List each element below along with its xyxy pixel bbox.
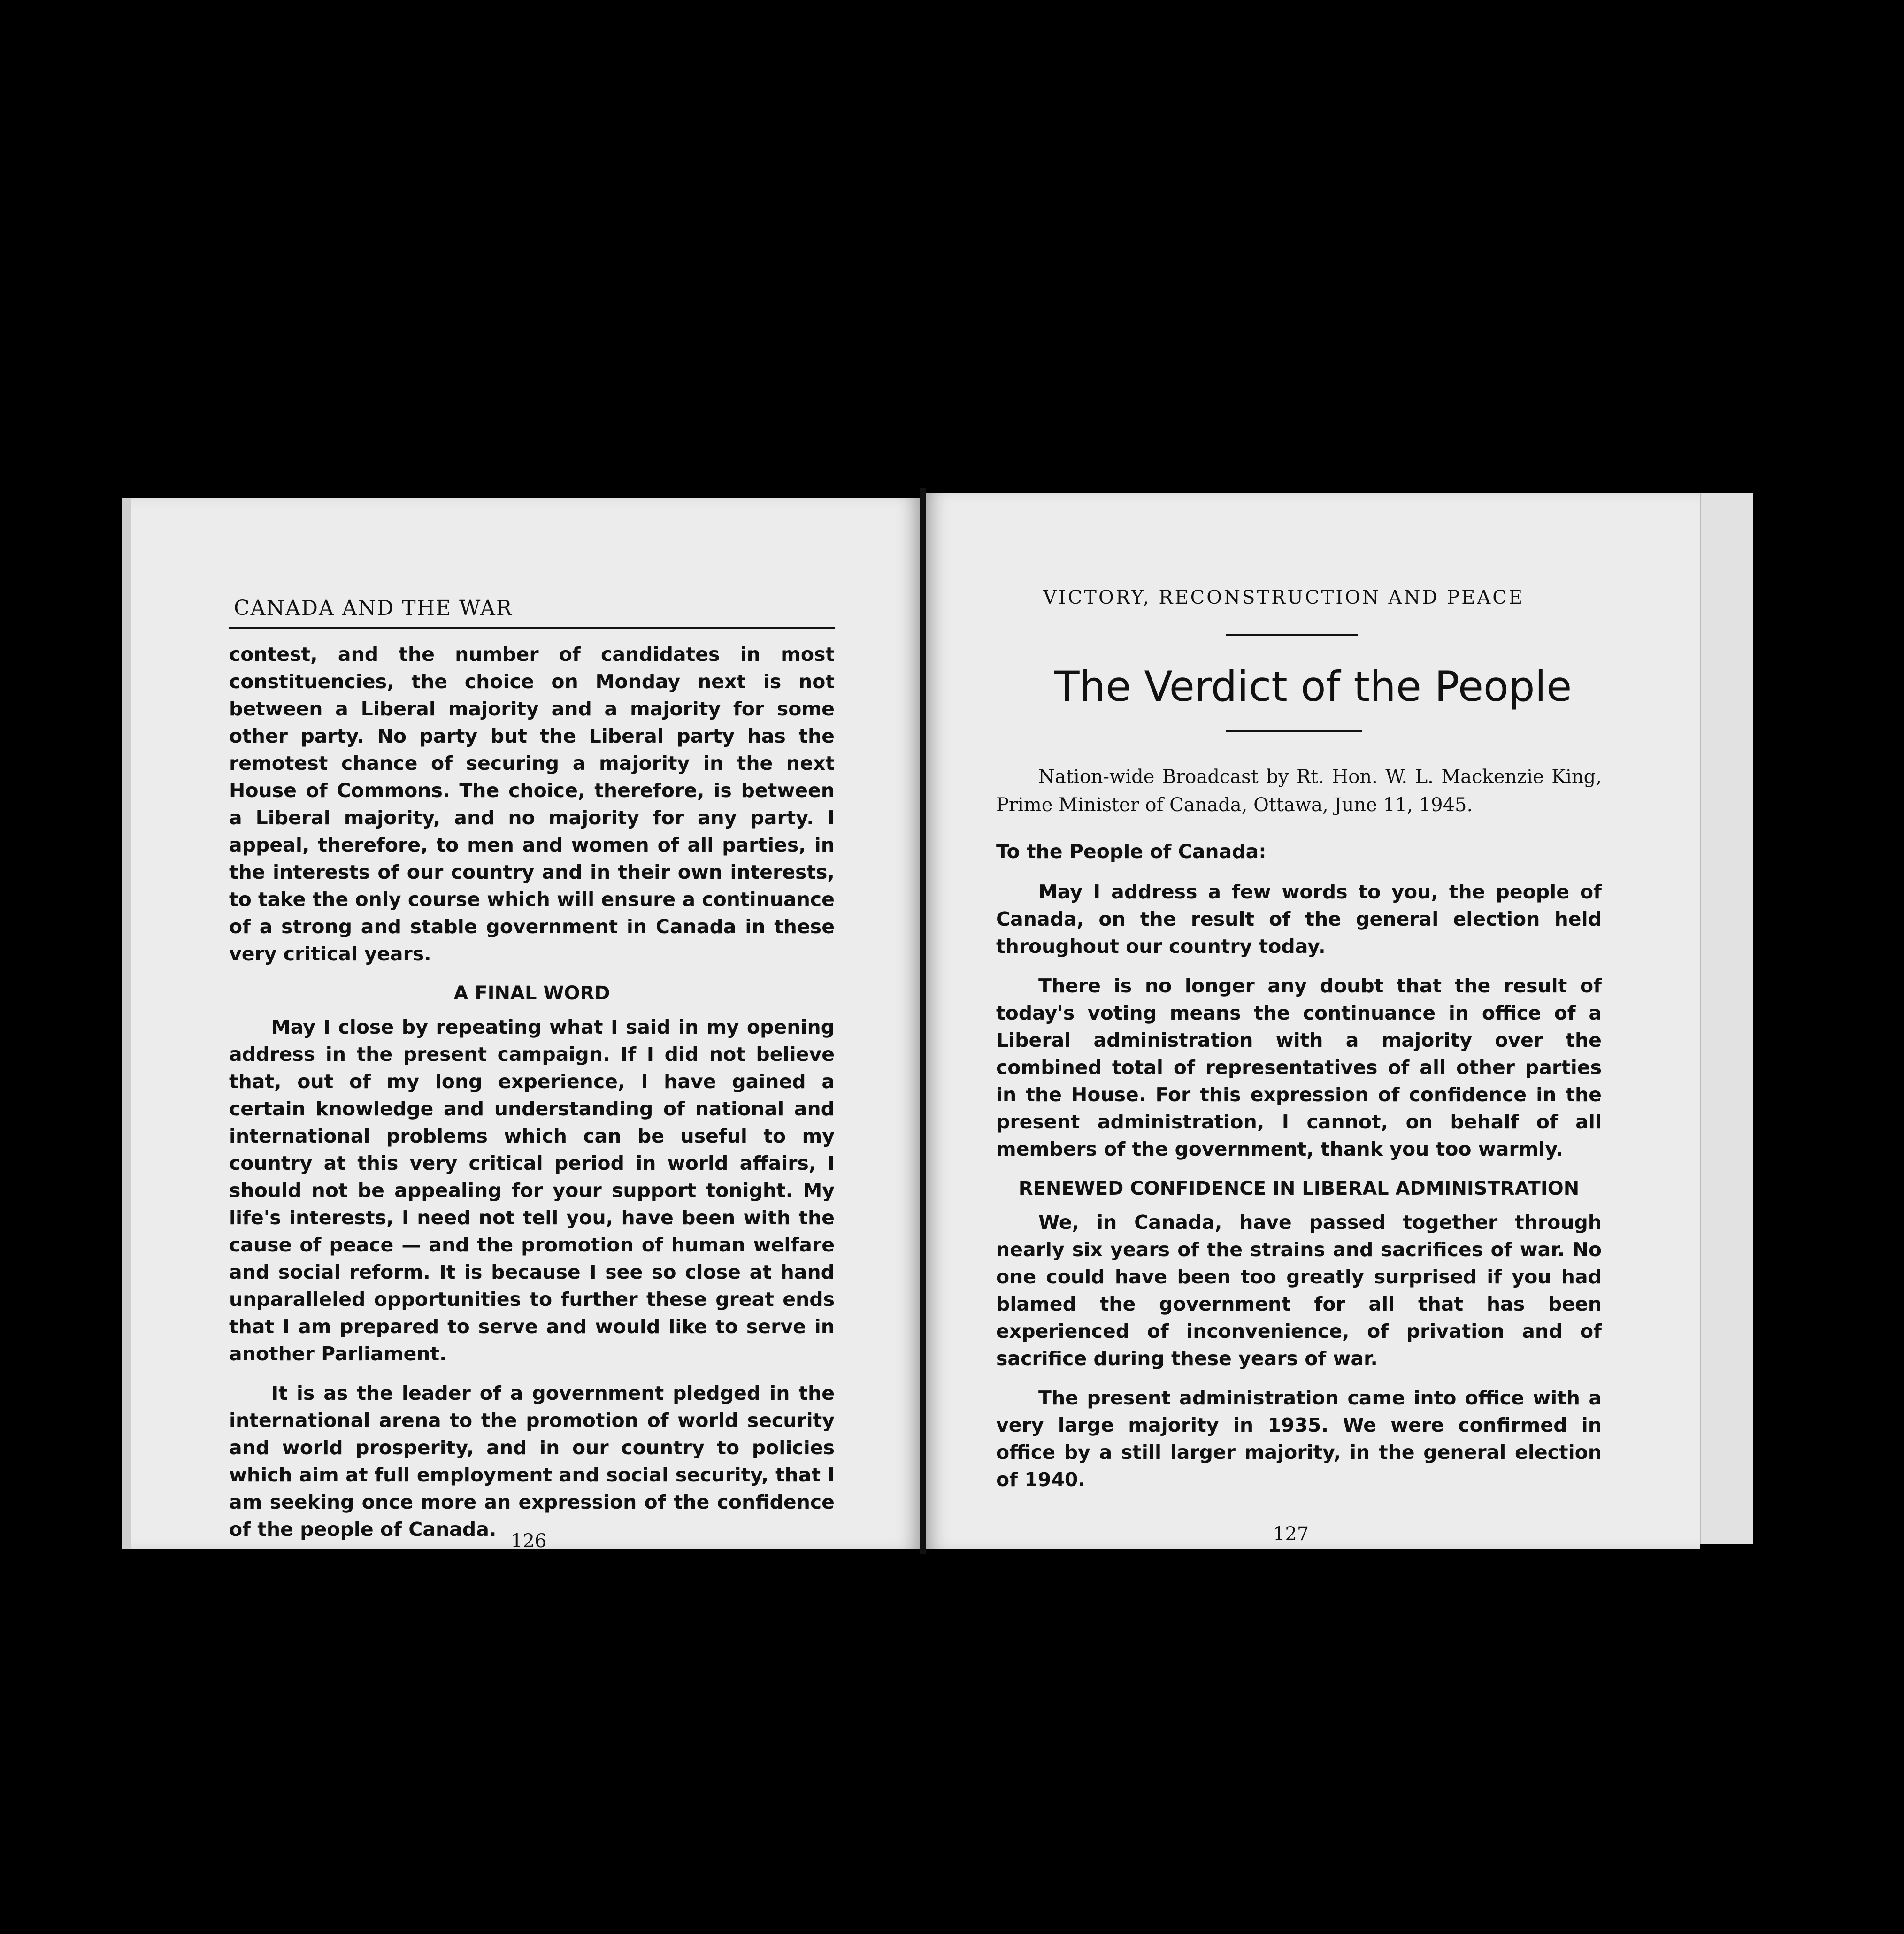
left-subhead: A FINAL WORD	[453, 982, 610, 1004]
right-paragraph-1: May I address a few words to you, the people of Canada, on the result of the general election held throughout our country today.	[996, 881, 1602, 958]
left-paragraph-1: contest, and the number of candidates in most constituencies, the choice on Monday next is not between a Liberal majority and a majority for some other party. No party but the Liberal party has the remotest chance of securing a majority in the next House of Commons. The choice, therefore, is between a Liberal majority, and no majority for any party. I appeal, therefore, to men and women of all parties, in the interests of our country and in their own interests, to take the only course which will ensure a continuance of a strong and stable government in Canada in these very critical years.	[229, 643, 835, 965]
page-number-left: 126	[511, 1530, 547, 1552]
byline: Nation-wide Broadcast by Rt. Hon. W. L. Mackenzie King, Prime Minister of Canada, Ottawa, June 11, 1945.	[996, 766, 1602, 816]
salutation: To the People of Canada:	[996, 840, 1267, 863]
right-paragraph-4: The present administration came into office with a very large majority in 1935. We were confirmed in office by a still larger majority, in the general election of 1940.	[996, 1387, 1602, 1491]
left-paragraph-3: It is as the leader of a government pledged in the international arena to the promotion of world security and world prosperity, and in our country to policies which aim at full employment and social security, that I am seeking once more an expression of the confidence of the people of Canada.	[229, 1382, 835, 1541]
page-stack-edge	[1700, 493, 1753, 1544]
title-rule-top	[1226, 634, 1358, 636]
left-page-body	[229, 641, 835, 1555]
right-paragraph-3: We, in Canada, have passed together through nearly six years of the strains and sacrifices of war. No one could have been too greatly surprised if you had blamed the government for all that has been experienced of inconvenience, of privation and of sacrifice during these years of war.	[996, 1211, 1602, 1370]
header-rule	[229, 627, 835, 629]
right-paragraph-2: There is no longer any doubt that the result of today's voting means the continuance in office of a Liberal administration with a majority over the combined total of representatives of all other parties in the House. For this expression of confidence in the present administration, I cannot, on behalf of all members of the government, thank you too warmly.	[996, 975, 1602, 1160]
title-rule-bottom	[1226, 730, 1362, 732]
chapter-title: The Verdict of the People	[1054, 662, 1572, 711]
page-number-right: 127	[1273, 1523, 1309, 1545]
right-page	[926, 493, 1700, 1549]
left-paragraph-2: May I close by repeating what I said in my opening address in the present campaign. If I did not believe that, out of my long experience, I have gained a certain knowledge and understanding of national and international problems which can be useful to my country at this very critical period in world affairs, I should not be appealing for your support tonight. My life's interests, I need not tell you, have been with the cause of peace — and the promotion of human welfare and social reform. It is because I see so close at hand unparalleled opportunities to further these great ends that I am prepared to serve and would like to serve in another Parliament.	[229, 1016, 835, 1365]
running-head-right: VICTORY, RECONSTRUCTION AND PEACE	[1043, 587, 1525, 608]
right-page-body	[996, 838, 1602, 1505]
book-gutter	[920, 488, 926, 1554]
left-page	[122, 498, 920, 1552]
running-head-left: CANADA AND THE WAR	[234, 596, 513, 620]
right-subhead: RENEWED CONFIDENCE IN LIBERAL ADMINISTRATION	[1018, 1178, 1580, 1199]
open-book	[122, 479, 1756, 1558]
